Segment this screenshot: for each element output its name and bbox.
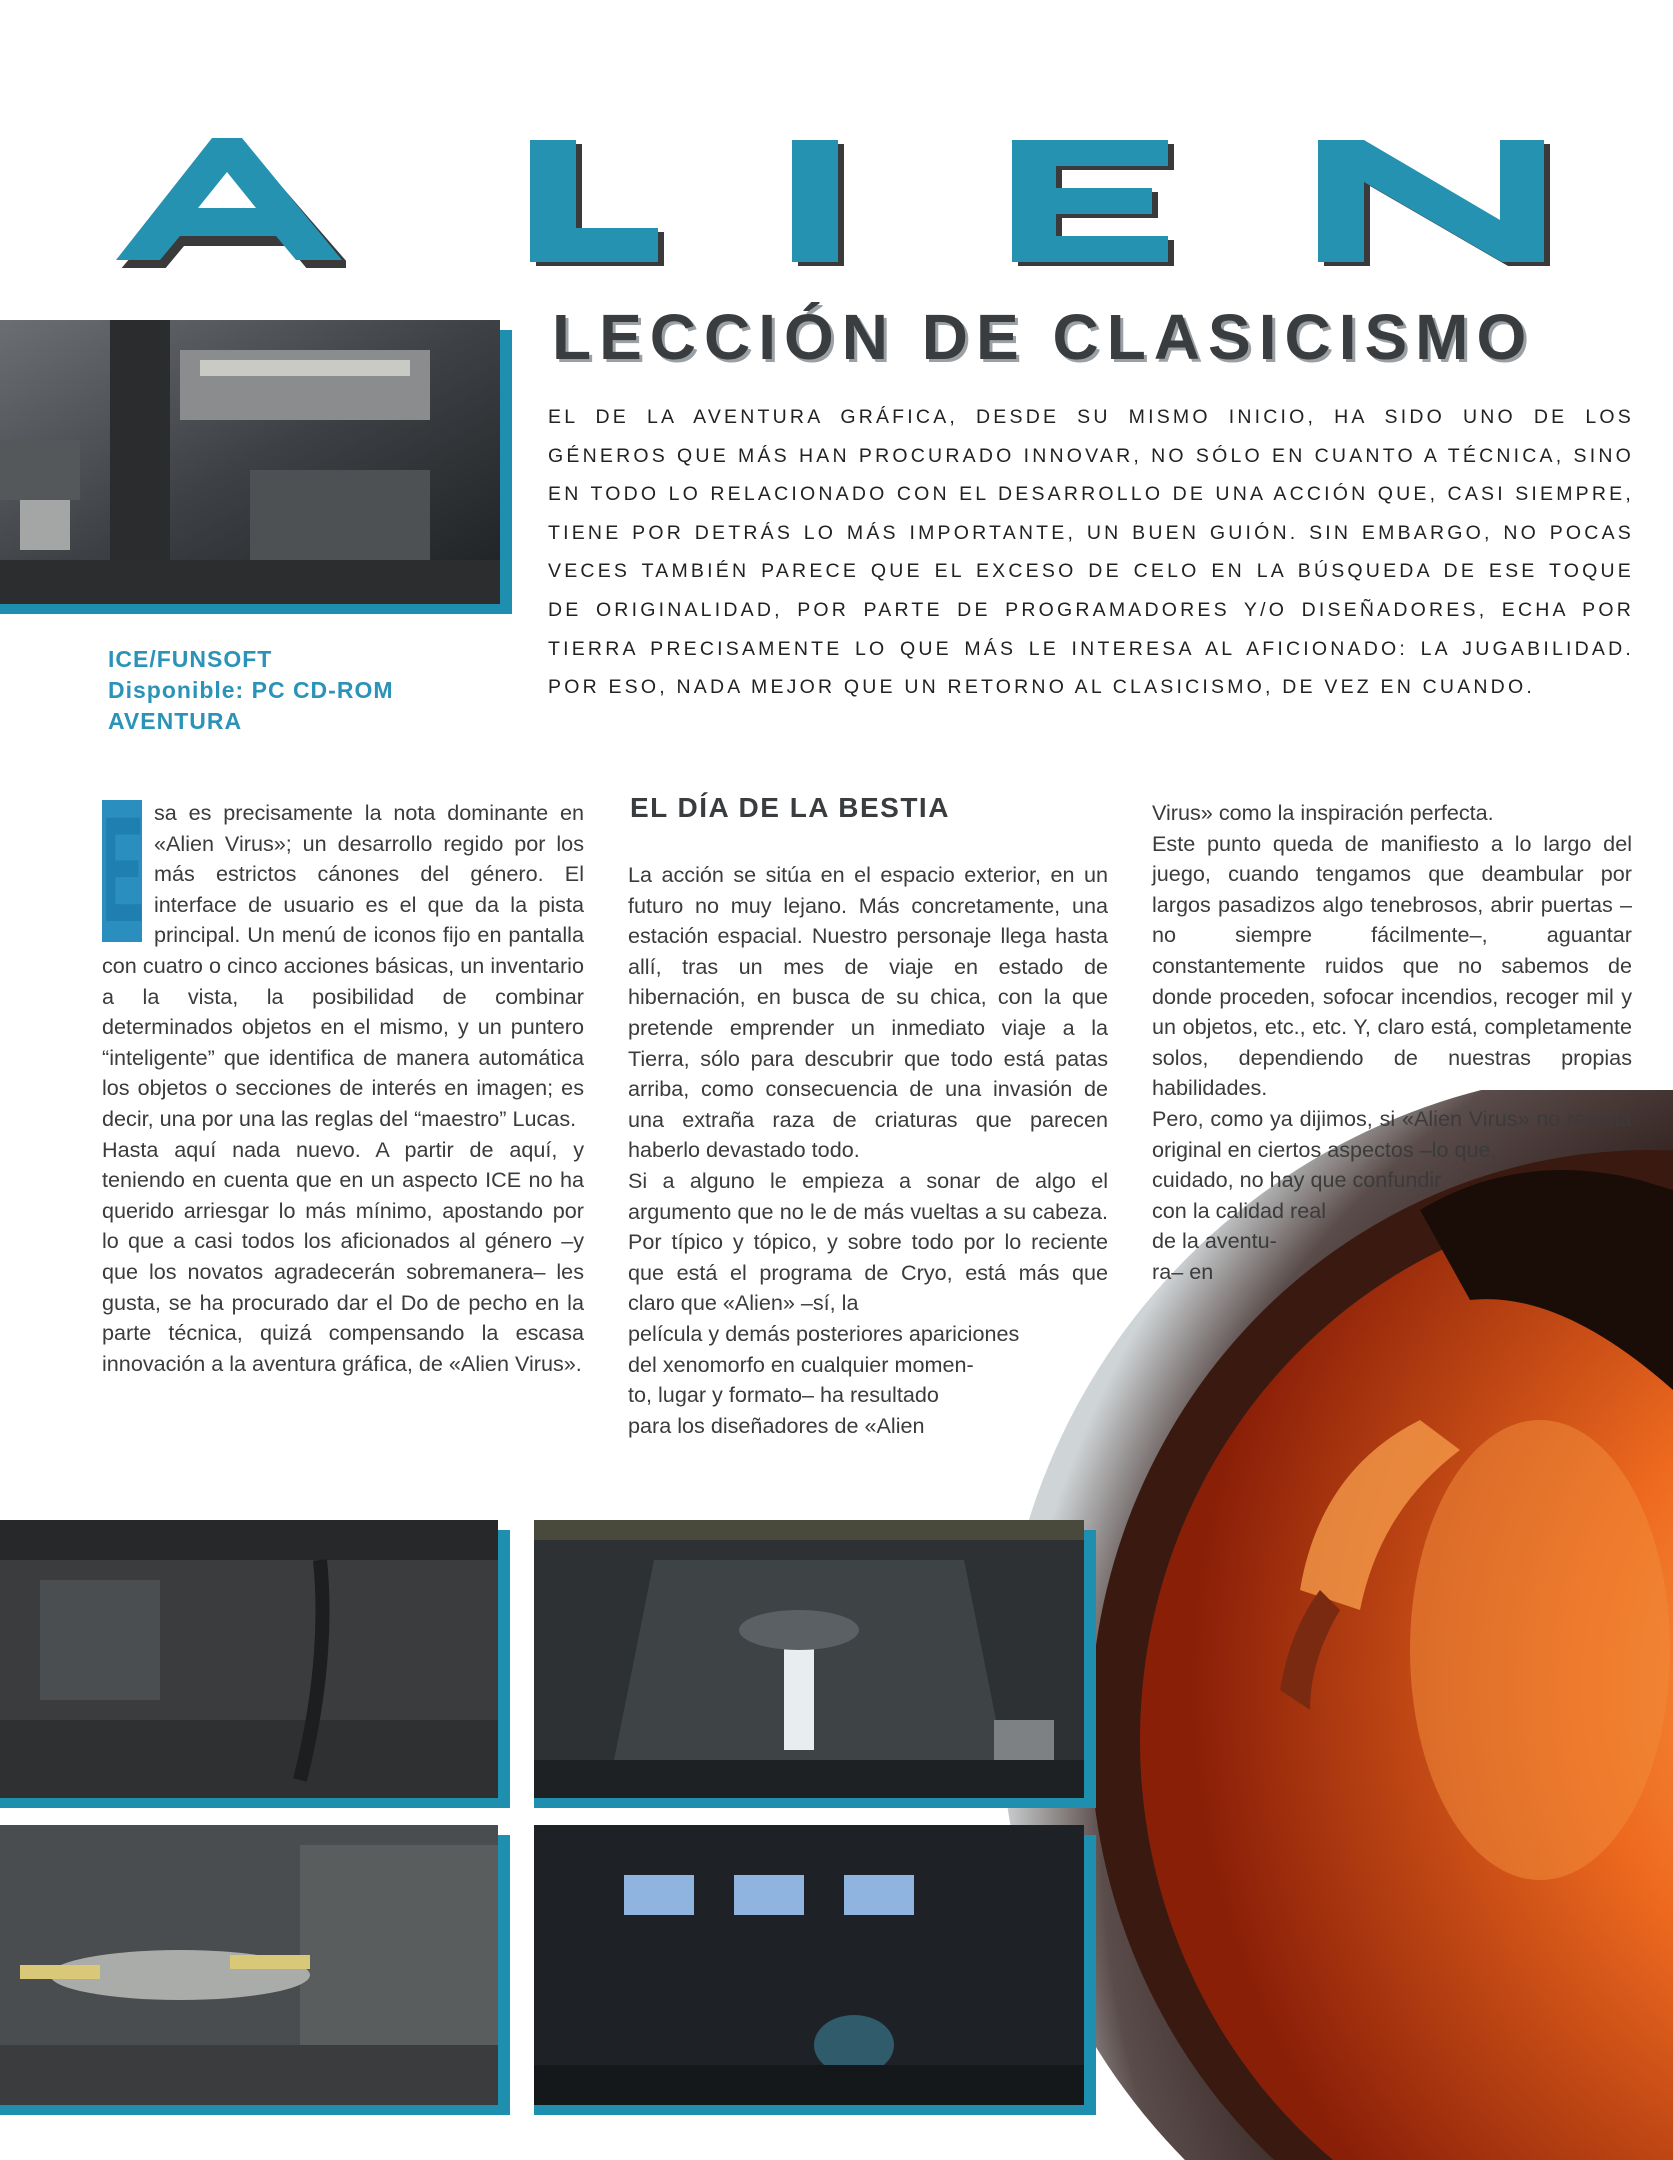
col3-paragraph-2: Este punto queda de manifiesto a lo largo del juego, cuando tengamos que deambular por largos pasadizos algo tenebrosos, abrir puertas –no siempre fácilmente–, aguantar constantemente ruidos que no sabemos de donde proceden, sofocar incendios, recoger mil y un objetos, etc., etc. Y, claro está, completamente solos, dependiendo de nuestras propias habilidades. <box>1152 830 1632 1101</box>
title-letter-i <box>792 140 852 270</box>
top-screenshot <box>0 320 500 604</box>
credits-genre: AVENTURA <box>108 708 243 734</box>
body-column-1 <box>102 785 584 1379</box>
title-letter-a <box>116 138 346 268</box>
title-letter-e <box>1012 140 1182 270</box>
col2-line-d: to, lugar y formato– ha resultado <box>628 1382 939 1408</box>
subtitle: LECCIÓN DE CLASICISMO <box>552 301 1535 373</box>
col3-paragraph-1: Virus» como la inspiración perfecta. <box>1152 800 1494 825</box>
col3-paragraph-3: Pero, como ya dijimos, si «Alien Virus» no resulta original en ciertos aspectos –lo que, <box>1152 1105 1632 1162</box>
screenshot-hangar <box>0 1825 498 2105</box>
screenshot-dark-room <box>534 1825 1084 2105</box>
title-alien <box>0 0 1673 300</box>
body-column-2 <box>628 860 1108 1441</box>
col2-line-b: película y demás posteriores apariciones <box>628 1320 1020 1346</box>
col1-paragraph-1: sa es precisamente la nota dominante en «Alien Virus»; un desarrollo regido por los más estrictos cánones del género. El interface de usuario es el que da la pista principal. Un menú de iconos fijo en pantalla con cuatro o cinco acciones básicas, un inventario a la vista, la posibilidad de combinar determinados objetos en el mismo, y un puntero “inteligente” que identifica de manera automática los objetos o secciones de interés en imagen; es decir, una por una las reglas del “maestro” Lucas. <box>102 800 584 1131</box>
dropcap: E <box>102 785 145 953</box>
screenshot-reactor <box>534 1520 1084 1798</box>
credits <box>108 644 394 737</box>
col2-paragraph-2: Si a alguno le empieza a sonar de algo el argumento que no le de más vueltas a su cabeza. Por típico y tópico, y sobre todo por lo reciente que está el programa de Cryo, está más que claro que «Alien» –sí, la <box>628 1167 1108 1316</box>
body-column-3 <box>1152 798 1632 1288</box>
col3-line-2: con la calidad real <box>1152 1197 1327 1223</box>
col2-line-e: para los diseñadores de «Alien <box>628 1412 925 1438</box>
col2-paragraph-1: La acción se sitúa en el espacio exterior, en un futuro no muy lejano. Más concretamente, una estación espacial. Nuestro personaje llega hasta allí, tras un mes de viaje en estado de hibernación, en busca de su chica, con la que pretende emprender un inmediato viaje a la Tierra, sólo para descubrir que todo está patas arriba, como consecuencia de una invasión de una extraña raza de criaturas que parecen haberlo devastado todo. <box>628 862 1108 1163</box>
credits-publisher: ICE/FUNSOFT <box>108 646 273 672</box>
title-letter-l <box>530 140 670 270</box>
title-letter-n <box>1318 140 1558 270</box>
col3-line-1: cuidado, no hay que confundir <box>1152 1167 1442 1193</box>
col3-line-3: de la aventu- <box>1152 1228 1277 1254</box>
col3-line-4: ra– en <box>1152 1258 1214 1284</box>
section-heading: EL DÍA DE LA BESTIA <box>630 792 950 823</box>
credits-availability: Disponible: PC CD-ROM <box>108 677 394 703</box>
intro-text: EL DE LA AVENTURA GRÁFICA, DESDE SU MISMO INICIO, HA SIDO UNO DE LOS GÉNEROS QUE MÁS HAN PROCURADO INNOVAR, NO SÓLO EN CUANTO A TÉCNICA, SINO EN TODO LO RELACIONADO CON EL DESARROLLO DE UNA ACCIÓN QUE, CASI SIEMPRE, TIENE POR DETRÁS LO MÁS IMPORTANTE, UN BUEN GUIÓN. SIN EMBARGO, NO POCAS VECES TAMBIÉN PARECE QUE EL EXCESO DE CELO EN LA BÚSQUEDA DE ESE TOQUE DE ORIGINALIDAD, POR PARTE DE PROGRAMADORES Y/O DISEÑADORES, ECHA POR TIERRA PRECISAMENTE LO QUE MÁS LE INTERESA AL AFICIONADO: LA JUGABILIDAD. POR ESO, NADA MEJOR QUE UN RETORNO AL CLASICISMO, DE VEZ EN CUANDO. <box>548 406 1634 699</box>
col1-paragraph-2: Hasta aquí nada nuevo. A partir de aquí, y teniendo en cuenta que en un aspecto ICE no ha querido arriesgar lo más mínimo, apostando por lo que a casi todos los aficionados al género –y que los novatos agradecerán sobremanera– les gusta, se ha procurado dar el Do de pecho en la parte técnica, quizá compensando la escasa innovación a la aventura gráfica, de «Alien Virus». <box>102 1136 584 1376</box>
col2-line-c: del xenomorfo en cualquier momen- <box>628 1351 974 1377</box>
screenshot-corridor <box>0 1520 498 1798</box>
